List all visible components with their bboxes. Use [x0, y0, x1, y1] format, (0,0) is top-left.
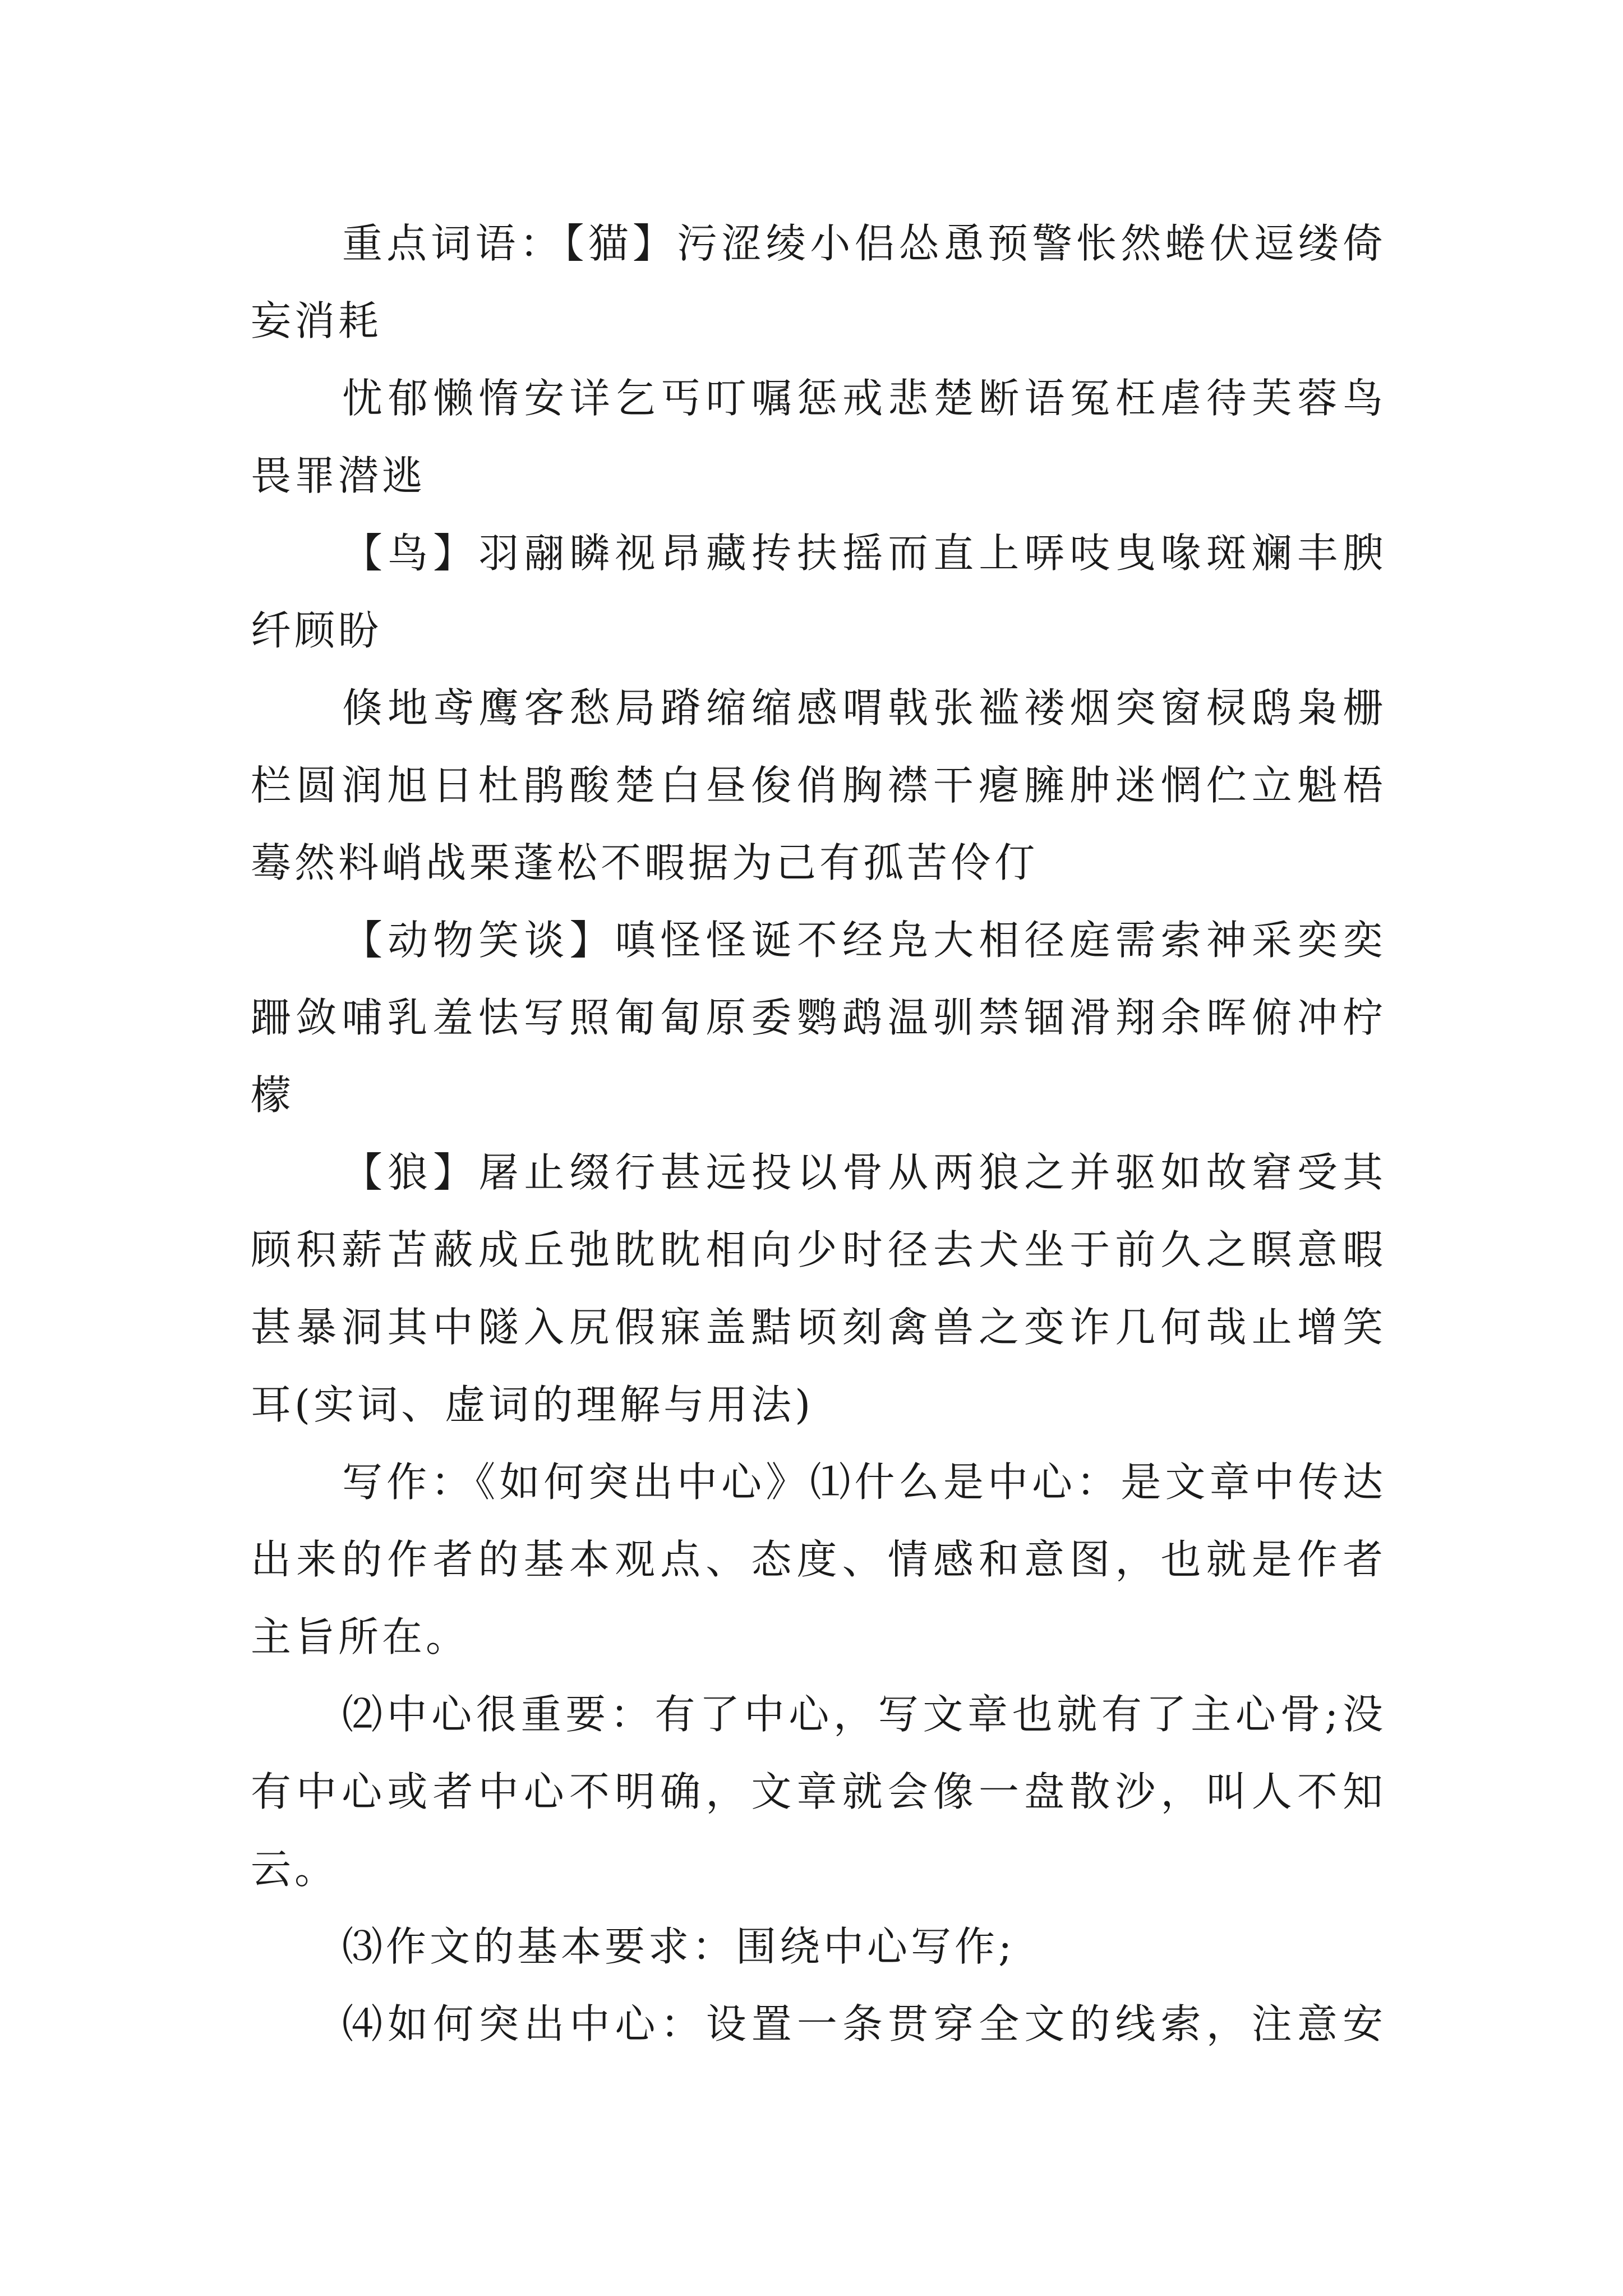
text-line: 蓦然料峭战栗蓬松不暇据为己有孤苦伶仃: [251, 839, 1039, 886]
paragraph-animal-jokes-vocabulary: [251, 901, 1386, 1134]
text-line: 檬: [251, 1071, 295, 1119]
text-line: ⑵中心很重要：有了中心，写文章也就有了主心骨;没: [342, 1691, 1386, 1738]
paragraph-cat-vocabulary-cont: [251, 360, 1386, 514]
paragraph-basic-requirement: [251, 1908, 1386, 1985]
text-line: 【狼】屠止缀行甚远投以骨从两狼之并驱如故窘受其: [342, 1149, 1386, 1196]
text-line: 云。: [251, 1846, 339, 1893]
text-line: 栏圆润旭日杜鹃酸楚白昼俊俏胸襟干瘪臃肿迷惘伫立魁梧: [251, 762, 1386, 809]
text-line: 顾积薪苫蔽成丘弛眈眈相向少时径去犬坐于前久之瞑意暇: [251, 1226, 1386, 1273]
text-line: ⑷如何突出中心：设置一条贯穿全文的线索，注意安: [342, 2000, 1386, 2047]
paragraph-bird-vocabulary: [251, 514, 1386, 669]
paragraph-how-to-highlight: [251, 1985, 1386, 2063]
text-line: 写作：《如何突出中心》⑴什么是中心：是文章中传达: [342, 1458, 1386, 1506]
text-line: ⑶作文的基本要求：围绕中心写作;: [342, 1923, 1016, 1970]
paragraph-center-importance: [251, 1676, 1386, 1908]
document-body: [251, 205, 1386, 2063]
text-line: 倏地鸢鹰客愁局蹐缩缩感喟戟张褴褛烟突窗棂鸱枭栅: [342, 684, 1386, 731]
paragraph-bird-vocabulary-cont: [251, 669, 1386, 901]
text-line: 【鸟】羽翮瞵视昂藏抟扶摇而直上哢吱曳喙斑斓丰腴: [342, 530, 1386, 577]
paragraph-cat-vocabulary: [251, 205, 1386, 360]
text-line: 重点词语：【猫】污涩绫小侣怂恿预警怅然蜷伏逗缕倚: [342, 220, 1386, 267]
text-line: 忧郁懒惰安详乞丐叮嘱惩戒悲楚断语冤枉虐待芙蓉鸟: [342, 375, 1386, 422]
text-line: 甚暴洞其中隧入尻假寐盖黠顷刻禽兽之变诈几何哉止增笑: [251, 1304, 1386, 1351]
text-line: 畏罪潜逃: [251, 452, 426, 499]
text-line: 纤顾盼: [251, 607, 382, 654]
text-line: 主旨所在。: [251, 1613, 470, 1660]
paragraph-writing-center: [251, 1443, 1386, 1676]
text-line: 耳(实词、虚词的理解与用法): [251, 1381, 814, 1428]
text-line: 跚敛哺乳羞怯写照匍匐原委鹦鹉温驯禁锢滑翔余晖俯冲柠: [251, 994, 1386, 1041]
text-line: 出来的作者的基本观点、态度、情感和意图，也就是作者: [251, 1536, 1386, 1583]
text-line: 【动物笑谈】嗔怪怪诞不经凫大相径庭需索神采奕奕: [342, 917, 1386, 964]
text-line: 有中心或者中心不明确，文章就会像一盘散沙，叫人不知: [251, 1768, 1386, 1815]
text-line: 妄消耗: [251, 297, 382, 344]
paragraph-wolf-vocabulary: [251, 1134, 1386, 1443]
